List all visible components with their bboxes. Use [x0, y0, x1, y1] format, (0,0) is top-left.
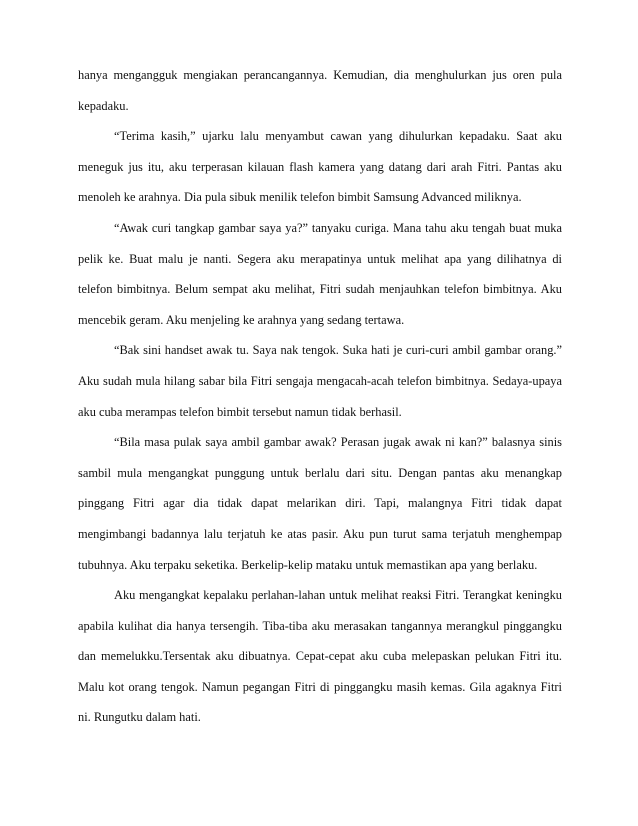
text-line: tubuhnya. Aku terpaku seketika. Berkelip-kelip mataku untuk memastikan apa yang berlaku. [78, 557, 538, 572]
text-line: pelik ke. Buat malu je nanti. Segera aku merapatinya untuk melihat apa yang dilihatnya di [78, 251, 562, 266]
text-line: mengimbangi badannya lalu terjatuh ke atas pasir. Aku pun turut sama terjatuh menghempap [78, 526, 562, 541]
text-line: dan memelukku.Tersentak aku dibuatnya. Cepat-cepat aku cuba melepaskan pelukan Fitri itu. [78, 649, 562, 664]
document-page [78, 60, 562, 733]
text-line: sambil mula mengangkat punggung untuk berlalu dari situ. Dengan pantas aku menangkap [78, 465, 562, 480]
text-line: mencebik geram. Aku menjeling ke arahnya yang sedang tertawa. [78, 312, 405, 327]
text-line: pinggang Fitri agar dia tidak dapat melarikan diri. Tapi, malangnya Fitri tidak dapat [78, 496, 562, 511]
text-line: meneguk jus itu, aku terperasan kilauan flash kamera yang datang dari arah Fitri. Pantas aku [78, 159, 562, 174]
text-line: “Awak curi tangkap gambar saya ya?” tanyaku curiga. Mana tahu aku tengah buat muka [114, 220, 562, 235]
text-line: Malu kot orang tengok. Namun pegangan Fitri di pinggangku masih kemas. Gila agaknya Fitri [78, 679, 562, 694]
text-line: aku cuba merampas telefon bimbit tersebut namun tidak berhasil. [78, 404, 402, 419]
text-line: “Terima kasih,” ujarku lalu menyambut cawan yang dihulurkan kepadaku. Saat aku [114, 129, 562, 144]
text-line: telefon bimbitnya. Belum sempat aku melihat, Fitri sudah menjauhkan telefon bimbitnya. Aku [78, 282, 562, 297]
text-line: ni. Rungutku dalam hati. [78, 710, 201, 725]
text-line: menoleh ke arahnya. Dia pula sibuk menilik telefon bimbit Samsung Advanced miliknya. [78, 190, 522, 205]
text-line: apabila kulihat dia hanya tersengih. Tiba-tiba aku merasakan tangannya merangkul pinggangku [78, 618, 562, 633]
text-line: Aku mengangkat kepalaku perlahan-lahan untuk melihat reaksi Fitri. Terangkat keningku [114, 588, 562, 603]
text-line: “Bila masa pulak saya ambil gambar awak? Perasan jugak awak ni kan?” balasnya sinis [114, 435, 562, 450]
text-line: kepadaku. [78, 98, 129, 113]
text-line: Aku sudah mula hilang sabar bila Fitri sengaja mengacah-acah telefon bimbitnya. Sedaya-upaya [78, 373, 562, 388]
text-line: “Bak sini handset awak tu. Saya nak tengok. Suka hati je curi-curi ambil gambar orang.” [114, 343, 562, 358]
text-line: hanya mengangguk mengiakan perancangannya. Kemudian, dia menghulurkan jus oren pula [78, 68, 562, 82]
